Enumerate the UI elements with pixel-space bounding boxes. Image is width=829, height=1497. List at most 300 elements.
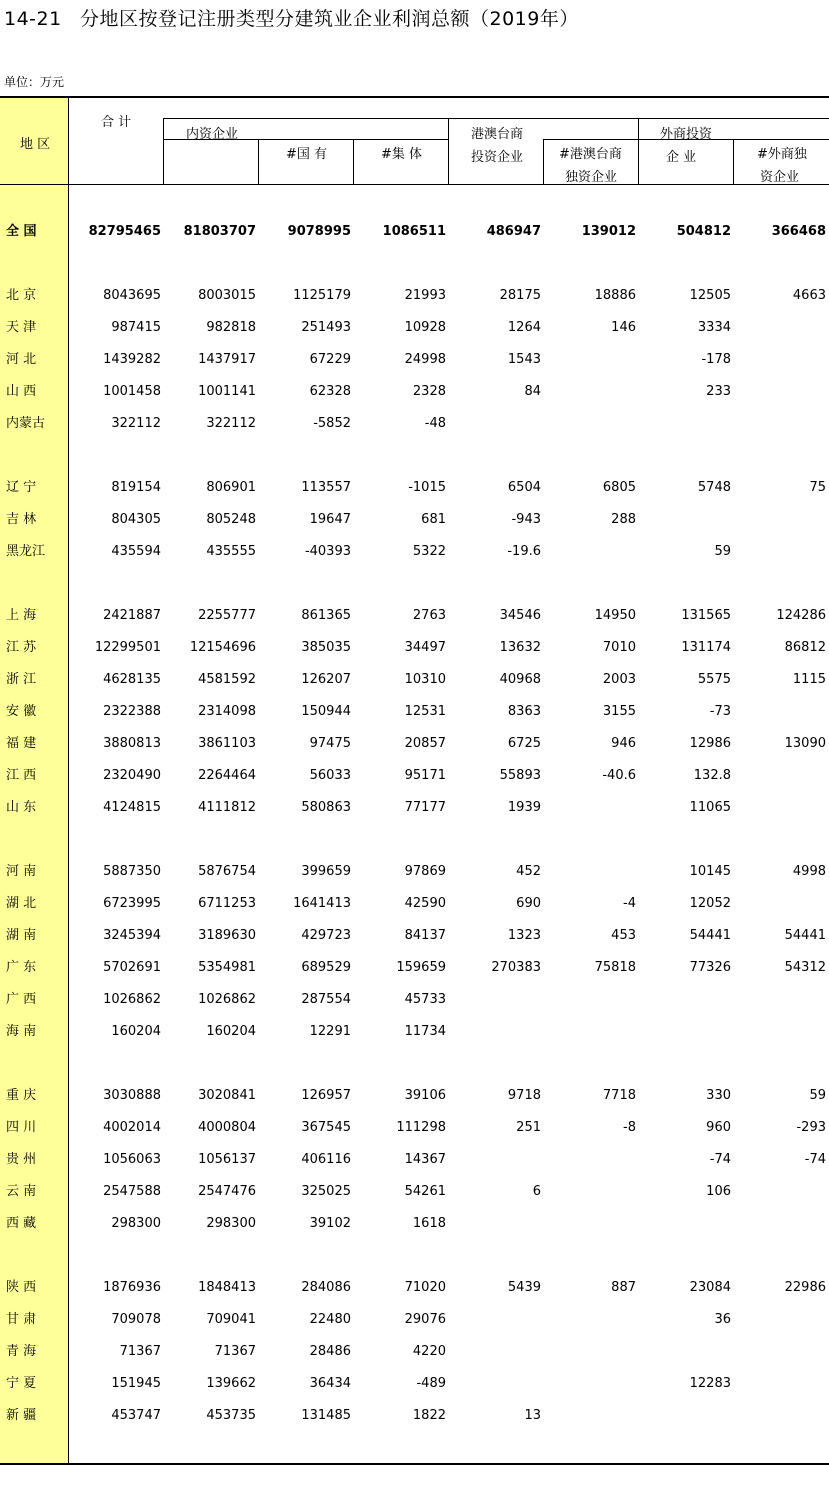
table-row xyxy=(0,856,829,888)
value-cell: 806901 xyxy=(206,480,256,495)
table-row xyxy=(0,536,829,568)
value-cell: 4998 xyxy=(792,864,826,879)
value-cell: 1115 xyxy=(792,672,826,687)
value-cell: 59 xyxy=(809,1088,826,1103)
value-cell: 77177 xyxy=(404,800,446,815)
value-cell: 2255777 xyxy=(198,608,256,623)
region-name: 江 西 xyxy=(6,768,37,783)
table-row xyxy=(0,1400,829,1432)
region-name: 湖 南 xyxy=(6,928,37,943)
value-cell: 12154696 xyxy=(189,640,256,655)
table-title xyxy=(4,4,579,31)
value-cell: 1439282 xyxy=(103,352,161,367)
value-cell: -74 xyxy=(709,1152,731,1167)
value-cell: 160204 xyxy=(111,1024,161,1039)
value-cell: 34497 xyxy=(404,640,446,655)
value-cell: 8003015 xyxy=(198,288,256,303)
value-cell: 10145 xyxy=(689,864,731,879)
column-rule xyxy=(638,119,639,185)
value-cell: 39102 xyxy=(309,1216,351,1231)
value-cell: 14950 xyxy=(594,608,636,623)
value-cell: 987415 xyxy=(111,320,161,335)
value-cell: -73 xyxy=(709,704,731,719)
table-row xyxy=(0,1080,829,1112)
value-cell: 75 xyxy=(809,480,826,495)
value-cell: 5702691 xyxy=(103,960,161,975)
value-cell: 18886 xyxy=(594,288,636,303)
value-cell: 366468 xyxy=(771,224,826,239)
value-cell: 75818 xyxy=(594,960,636,975)
value-cell: -489 xyxy=(416,1376,446,1391)
value-cell: 5354981 xyxy=(198,960,256,975)
value-cell: 28486 xyxy=(309,1344,351,1359)
value-cell: 4628135 xyxy=(103,672,161,687)
value-cell: 709041 xyxy=(206,1312,256,1327)
value-cell: 1848413 xyxy=(198,1280,256,1295)
table-row xyxy=(0,472,829,504)
value-cell: 6504 xyxy=(507,480,541,495)
table-row xyxy=(0,1336,829,1368)
value-cell: 3155 xyxy=(602,704,636,719)
value-cell: 2763 xyxy=(412,608,446,623)
value-cell: 804305 xyxy=(111,512,161,527)
region-name: 青 海 xyxy=(6,1344,37,1359)
value-cell: 45733 xyxy=(404,992,446,1007)
column-rule xyxy=(733,140,734,185)
value-cell: 97475 xyxy=(309,736,351,751)
value-cell: 95171 xyxy=(404,768,446,783)
value-cell: 67229 xyxy=(309,352,351,367)
value-cell: 2003 xyxy=(602,672,636,687)
value-cell: 3189630 xyxy=(198,928,256,943)
table-row-total xyxy=(0,216,829,248)
value-cell: -178 xyxy=(701,352,731,367)
table-row xyxy=(0,1016,829,1048)
table-row xyxy=(0,920,829,952)
value-cell: 288 xyxy=(611,512,636,527)
value-cell: 689529 xyxy=(301,960,351,975)
value-cell: 946 xyxy=(611,736,636,751)
value-cell: 690 xyxy=(516,896,541,911)
header-foreign-sole-line2: 资企业 xyxy=(760,170,800,185)
value-cell: 139662 xyxy=(206,1376,256,1391)
value-cell: 6 xyxy=(532,1184,541,1199)
value-cell: 453747 xyxy=(111,1408,161,1423)
value-cell: 54312 xyxy=(784,960,826,975)
value-cell: 2322388 xyxy=(103,704,161,719)
value-cell: 2421887 xyxy=(103,608,161,623)
value-cell: 5439 xyxy=(507,1280,541,1295)
value-cell: 131174 xyxy=(681,640,731,655)
value-cell: 1001458 xyxy=(103,384,161,399)
table-row xyxy=(0,728,829,760)
value-cell: 82795465 xyxy=(88,224,161,239)
value-cell: 2547588 xyxy=(103,1184,161,1199)
value-cell: 330 xyxy=(706,1088,731,1103)
value-cell: 84137 xyxy=(404,928,446,943)
region-name: 辽 宁 xyxy=(6,480,37,495)
unit-label: 单位：万元 xyxy=(4,75,65,89)
value-cell: 1001141 xyxy=(198,384,256,399)
region-name: 四 川 xyxy=(6,1120,37,1135)
value-cell: 6805 xyxy=(602,480,636,495)
value-cell: 29076 xyxy=(404,1312,446,1327)
value-cell: 233 xyxy=(706,384,731,399)
value-cell: -293 xyxy=(796,1120,826,1135)
region-name: 全 国 xyxy=(6,224,37,239)
value-cell: 1618 xyxy=(412,1216,446,1231)
value-cell: 20857 xyxy=(404,736,446,751)
value-cell: 36 xyxy=(714,1312,731,1327)
value-cell: 1056137 xyxy=(198,1152,256,1167)
value-cell: 270383 xyxy=(491,960,541,975)
header-hmt-line1: 港澳台商 xyxy=(471,127,524,142)
value-cell: 106 xyxy=(706,1184,731,1199)
table-row xyxy=(0,952,829,984)
value-cell: 4581592 xyxy=(198,672,256,687)
region-name: 天 津 xyxy=(6,320,37,335)
value-cell: 86812 xyxy=(784,640,826,655)
value-cell: 1086511 xyxy=(382,224,446,239)
value-cell: 36434 xyxy=(309,1376,351,1391)
value-cell: 132.8 xyxy=(693,768,731,783)
value-cell: 453735 xyxy=(206,1408,256,1423)
value-cell: -48 xyxy=(424,416,446,431)
value-cell: 12291 xyxy=(309,1024,351,1039)
value-cell: 6723995 xyxy=(103,896,161,911)
header-collective: #集 体 xyxy=(381,147,423,162)
value-cell: 819154 xyxy=(111,480,161,495)
column-rule xyxy=(543,140,544,185)
value-cell: 322112 xyxy=(111,416,161,431)
value-cell: -8 xyxy=(623,1120,636,1135)
value-cell: 6711253 xyxy=(198,896,256,911)
table-row xyxy=(0,280,829,312)
value-cell: 40968 xyxy=(499,672,541,687)
value-cell: 452 xyxy=(516,864,541,879)
value-cell: 71020 xyxy=(404,1280,446,1295)
value-cell: 504812 xyxy=(676,224,731,239)
table-row xyxy=(0,1176,829,1208)
value-cell: 77326 xyxy=(689,960,731,975)
value-cell: 131565 xyxy=(681,608,731,623)
value-cell: 251 xyxy=(516,1120,541,1135)
header-hmt-line2: 投资企业 xyxy=(471,150,524,165)
value-cell: 12299501 xyxy=(94,640,161,655)
value-cell: 84 xyxy=(524,384,541,399)
region-name: 云 南 xyxy=(6,1184,37,1199)
value-cell: 1125179 xyxy=(293,288,351,303)
header-total: 合 计 xyxy=(101,115,132,130)
column-rule xyxy=(163,119,164,185)
region-name: 浙 江 xyxy=(6,672,37,687)
value-cell: -1015 xyxy=(408,480,446,495)
value-cell: -40393 xyxy=(304,544,351,559)
region-name: 北 京 xyxy=(6,288,37,303)
value-cell: 12531 xyxy=(404,704,446,719)
value-cell: -943 xyxy=(511,512,541,527)
value-cell: 1026862 xyxy=(103,992,161,1007)
region-name: 内蒙古 xyxy=(6,416,46,431)
value-cell: 5575 xyxy=(697,672,731,687)
region-name: 新 疆 xyxy=(6,1408,37,1423)
value-cell: 4220 xyxy=(412,1344,446,1359)
value-cell: 429723 xyxy=(301,928,351,943)
value-cell: -5852 xyxy=(313,416,351,431)
table-row xyxy=(0,376,829,408)
value-cell: 55893 xyxy=(499,768,541,783)
value-cell: 71367 xyxy=(119,1344,161,1359)
region-name: 贵 州 xyxy=(6,1152,37,1167)
value-cell: 126957 xyxy=(301,1088,351,1103)
region-name: 山 西 xyxy=(6,384,37,399)
value-cell: 709078 xyxy=(111,1312,161,1327)
table-row xyxy=(0,408,829,440)
value-cell: 298300 xyxy=(111,1216,161,1231)
value-cell: 111298 xyxy=(396,1120,446,1135)
column-rule xyxy=(258,140,259,185)
value-cell: 325025 xyxy=(301,1184,351,1199)
value-cell: 887 xyxy=(611,1280,636,1295)
value-cell: 2328 xyxy=(412,384,446,399)
value-cell: 54441 xyxy=(689,928,731,943)
value-cell: 399659 xyxy=(301,864,351,879)
value-cell: 6725 xyxy=(507,736,541,751)
value-cell: 14367 xyxy=(404,1152,446,1167)
table-row xyxy=(0,664,829,696)
header-domestic: 内资企业 xyxy=(186,127,239,142)
value-cell: 8363 xyxy=(507,704,541,719)
value-cell: 12505 xyxy=(689,288,731,303)
value-cell: 150944 xyxy=(301,704,351,719)
value-cell: 1264 xyxy=(507,320,541,335)
value-cell: 24998 xyxy=(404,352,446,367)
value-cell: 284086 xyxy=(301,1280,351,1295)
table-row xyxy=(0,600,829,632)
value-cell: 56033 xyxy=(309,768,351,783)
value-cell: 1323 xyxy=(507,928,541,943)
header-foreign-sole-line1: #外商独 xyxy=(757,147,807,162)
value-cell: 1543 xyxy=(507,352,541,367)
value-cell: 97869 xyxy=(404,864,446,879)
region-name: 河 北 xyxy=(6,352,37,367)
header-foreign-line2: 企 业 xyxy=(666,150,697,165)
value-cell: 13 xyxy=(524,1408,541,1423)
value-cell: -19.6 xyxy=(507,544,541,559)
table-title-text: 分地区按登记注册类型分建筑业企业利润总额（2019年） xyxy=(80,8,579,30)
value-cell: 1876936 xyxy=(103,1280,161,1295)
table-row xyxy=(0,344,829,376)
value-cell: 5876754 xyxy=(198,864,256,879)
region-name: 甘 肃 xyxy=(6,1312,37,1327)
value-cell: 1026862 xyxy=(198,992,256,1007)
value-cell: 435555 xyxy=(206,544,256,559)
header-state-owned: #国 有 xyxy=(286,147,328,162)
value-cell: 8043695 xyxy=(103,288,161,303)
value-cell: 13090 xyxy=(784,736,826,751)
value-cell: 81803707 xyxy=(183,224,256,239)
value-cell: 367545 xyxy=(301,1120,351,1135)
region-name: 陕 西 xyxy=(6,1280,37,1295)
header-foreign-line1: 外商投资 xyxy=(660,127,713,142)
value-cell: 435594 xyxy=(111,544,161,559)
value-cell: 11734 xyxy=(404,1024,446,1039)
column-rule xyxy=(448,119,449,185)
region-name: 福 建 xyxy=(6,736,37,751)
value-cell: 5748 xyxy=(697,480,731,495)
value-cell: -40.6 xyxy=(602,768,636,783)
value-cell: 59 xyxy=(714,544,731,559)
value-cell: 861365 xyxy=(301,608,351,623)
value-cell: -74 xyxy=(804,1152,826,1167)
value-cell: 146 xyxy=(611,320,636,335)
table-row xyxy=(0,696,829,728)
value-cell: 453 xyxy=(611,928,636,943)
header-bottom-rule xyxy=(0,184,829,185)
value-cell: 982818 xyxy=(206,320,256,335)
value-cell: 2264464 xyxy=(198,768,256,783)
value-cell: 7010 xyxy=(602,640,636,655)
column-rule xyxy=(353,140,354,185)
header-top-segment xyxy=(163,118,829,119)
value-cell: 3861103 xyxy=(198,736,256,751)
value-cell: 39106 xyxy=(404,1088,446,1103)
value-cell: 2547476 xyxy=(198,1184,256,1199)
value-cell: 10928 xyxy=(404,320,446,335)
region-name: 宁 夏 xyxy=(6,1376,37,1391)
value-cell: 4124815 xyxy=(103,800,161,815)
value-cell: 34546 xyxy=(499,608,541,623)
value-cell: 21993 xyxy=(404,288,446,303)
value-cell: 298300 xyxy=(206,1216,256,1231)
table-row xyxy=(0,312,829,344)
region-name: 黑龙江 xyxy=(6,544,46,559)
table-row xyxy=(0,1272,829,1304)
region-name: 山 东 xyxy=(6,800,37,815)
value-cell: 3030888 xyxy=(103,1088,161,1103)
value-cell: 3245394 xyxy=(103,928,161,943)
value-cell: 960 xyxy=(706,1120,731,1135)
value-cell: 5887350 xyxy=(103,864,161,879)
value-cell: 406116 xyxy=(301,1152,351,1167)
value-cell: 1056063 xyxy=(103,1152,161,1167)
value-cell: 160204 xyxy=(206,1024,256,1039)
value-cell: 4000804 xyxy=(198,1120,256,1135)
value-cell: 2314098 xyxy=(198,704,256,719)
value-cell: 9078995 xyxy=(287,224,351,239)
value-cell: 2320490 xyxy=(103,768,161,783)
header-hmt-sole-line1: #港澳台商 xyxy=(559,147,622,162)
value-cell: 287554 xyxy=(301,992,351,1007)
region-name: 广 东 xyxy=(6,960,37,975)
table-row xyxy=(0,1208,829,1240)
value-cell: 3334 xyxy=(697,320,731,335)
value-cell: 12283 xyxy=(689,1376,731,1391)
table-row xyxy=(0,1368,829,1400)
value-cell: 385035 xyxy=(301,640,351,655)
value-cell: 3880813 xyxy=(103,736,161,751)
region-name: 上 海 xyxy=(6,608,37,623)
table-row xyxy=(0,1112,829,1144)
value-cell: 7718 xyxy=(602,1088,636,1103)
value-cell: 11065 xyxy=(689,800,731,815)
value-cell: 322112 xyxy=(206,416,256,431)
value-cell: 22986 xyxy=(784,1280,826,1295)
table-row xyxy=(0,984,829,1016)
value-cell: 23084 xyxy=(689,1280,731,1295)
value-cell: 4002014 xyxy=(103,1120,161,1135)
value-cell: 62328 xyxy=(309,384,351,399)
value-cell: 1437917 xyxy=(198,352,256,367)
table-top-rule xyxy=(0,96,829,98)
value-cell: 139012 xyxy=(581,224,636,239)
table-row xyxy=(0,1144,829,1176)
table-row xyxy=(0,792,829,824)
value-cell: 19647 xyxy=(309,512,351,527)
value-cell: 805248 xyxy=(206,512,256,527)
region-name: 海 南 xyxy=(6,1024,37,1039)
value-cell: 3020841 xyxy=(198,1088,256,1103)
region-name: 安 徽 xyxy=(6,704,37,719)
region-name: 西 藏 xyxy=(6,1216,37,1231)
value-cell: -4 xyxy=(623,896,636,911)
table-row xyxy=(0,1304,829,1336)
value-cell: 13632 xyxy=(499,640,541,655)
value-cell: 486947 xyxy=(486,224,541,239)
table-row xyxy=(0,632,829,664)
table-row xyxy=(0,760,829,792)
table-row xyxy=(0,888,829,920)
value-cell: 151945 xyxy=(111,1376,161,1391)
value-cell: 1822 xyxy=(412,1408,446,1423)
value-cell: 28175 xyxy=(499,288,541,303)
value-cell: 251493 xyxy=(301,320,351,335)
value-cell: 113557 xyxy=(301,480,351,495)
value-cell: 1939 xyxy=(507,800,541,815)
value-cell: 54261 xyxy=(404,1184,446,1199)
value-cell: 71367 xyxy=(214,1344,256,1359)
table-row xyxy=(0,504,829,536)
header-hmt-sole-line2: 独资企业 xyxy=(565,170,618,185)
value-cell: 9718 xyxy=(507,1088,541,1103)
value-cell: 5322 xyxy=(412,544,446,559)
value-cell: 12052 xyxy=(689,896,731,911)
value-cell: 4663 xyxy=(792,288,826,303)
value-cell: 126207 xyxy=(301,672,351,687)
value-cell: 681 xyxy=(421,512,446,527)
value-cell: 4111812 xyxy=(198,800,256,815)
region-name: 吉 林 xyxy=(6,512,37,527)
value-cell: 10310 xyxy=(404,672,446,687)
table-bottom-rule xyxy=(0,1463,829,1465)
value-cell: 22480 xyxy=(309,1312,351,1327)
value-cell: 159659 xyxy=(396,960,446,975)
table-number: 14-21 xyxy=(4,8,62,30)
value-cell: 580863 xyxy=(301,800,351,815)
value-cell: 1641413 xyxy=(293,896,351,911)
region-name: 重 庆 xyxy=(6,1088,37,1103)
region-name: 江 苏 xyxy=(6,640,37,655)
region-name: 河 南 xyxy=(6,864,37,879)
value-cell: 131485 xyxy=(301,1408,351,1423)
value-cell: 54441 xyxy=(784,928,826,943)
header-region: 地 区 xyxy=(20,137,51,152)
value-cell: 124286 xyxy=(776,608,826,623)
value-cell: 12986 xyxy=(689,736,731,751)
region-name: 广 西 xyxy=(6,992,37,1007)
value-cell: 42590 xyxy=(404,896,446,911)
region-name: 湖 北 xyxy=(6,896,37,911)
